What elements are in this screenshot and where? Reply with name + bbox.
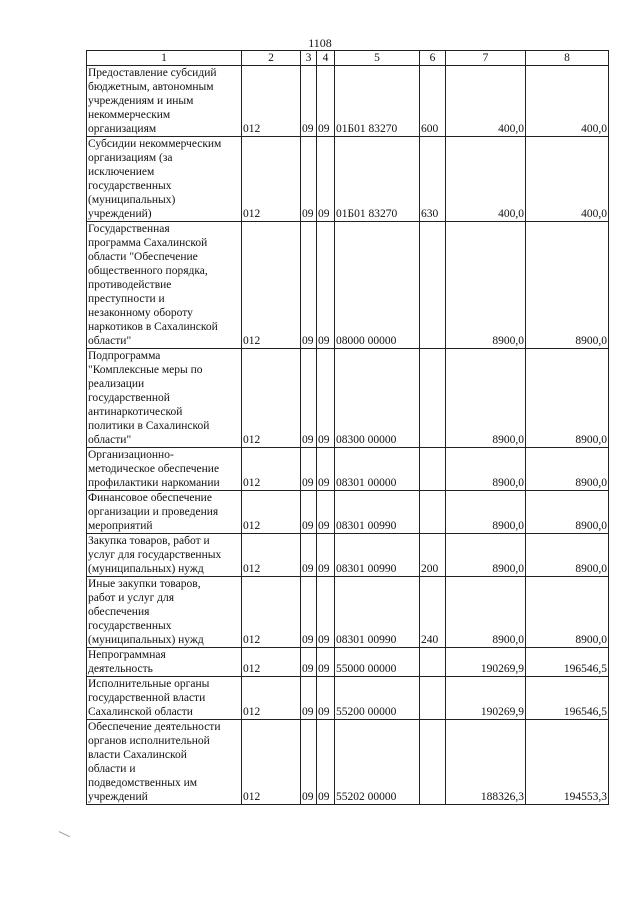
row-section: 09 bbox=[301, 222, 317, 349]
row-subsection: 09 bbox=[317, 222, 335, 349]
row-name bbox=[87, 534, 242, 577]
row-name-line: Субсидии некоммерческим bbox=[88, 138, 222, 150]
row-expense-type bbox=[420, 648, 446, 677]
header-col-1: 1 bbox=[87, 51, 242, 66]
row-subsection: 09 bbox=[317, 720, 335, 805]
row-name-line: работ и услуг для bbox=[88, 592, 175, 604]
row-expense-type: 630 bbox=[420, 137, 446, 222]
row-name-line: Иные закупки товаров, bbox=[88, 578, 201, 590]
row-grbs: 012 bbox=[242, 648, 301, 677]
row-name-line: Государственная bbox=[88, 223, 170, 235]
row-expense-type bbox=[420, 222, 446, 349]
row-amount-2: 194553,3 bbox=[526, 720, 609, 805]
row-name bbox=[87, 66, 242, 137]
row-name-line: Обеспечение деятельности bbox=[88, 721, 221, 733]
row-target-article: 55202 00000 bbox=[335, 720, 420, 805]
row-expense-type bbox=[420, 448, 446, 491]
table-row bbox=[87, 448, 609, 491]
row-name-line: организации и проведения bbox=[88, 506, 219, 518]
row-name-line: организациям bbox=[88, 123, 157, 135]
header-col-3: 3 bbox=[301, 51, 317, 66]
table-row bbox=[87, 648, 609, 677]
row-section: 09 bbox=[301, 66, 317, 137]
row-subsection: 09 bbox=[317, 448, 335, 491]
row-name bbox=[87, 137, 242, 222]
row-name-line: услуг для государственных bbox=[88, 549, 222, 561]
row-name-line: учреждений bbox=[88, 791, 148, 803]
row-name-line: Непрограммная bbox=[88, 649, 166, 661]
row-subsection: 09 bbox=[317, 491, 335, 534]
row-name-line: деятельность bbox=[88, 663, 153, 675]
row-amount-1: 190269,9 bbox=[446, 677, 526, 720]
table-row bbox=[87, 577, 609, 648]
row-section: 09 bbox=[301, 577, 317, 648]
row-expense-type: 600 bbox=[420, 66, 446, 137]
margin-mark bbox=[59, 824, 74, 837]
header-col-7: 7 bbox=[446, 51, 526, 66]
row-name-line: государственных bbox=[88, 620, 172, 632]
table-row bbox=[87, 137, 609, 222]
table-row bbox=[87, 222, 609, 349]
row-amount-2: 8900,0 bbox=[526, 534, 609, 577]
row-name-line: бюджетным, автономным bbox=[88, 81, 214, 93]
row-amount-1: 8900,0 bbox=[446, 448, 526, 491]
row-section: 09 bbox=[301, 491, 317, 534]
row-grbs: 012 bbox=[242, 534, 301, 577]
row-subsection: 09 bbox=[317, 677, 335, 720]
row-name-line: преступности и bbox=[88, 293, 165, 305]
table-body bbox=[87, 51, 609, 805]
table-row bbox=[87, 534, 609, 577]
row-name-line: Сахалинской области bbox=[88, 706, 193, 718]
row-name bbox=[87, 648, 242, 677]
row-target-article: 08301 00990 bbox=[335, 491, 420, 534]
row-name-line: области "Обеспечение bbox=[88, 251, 198, 263]
row-amount-2: 8900,0 bbox=[526, 222, 609, 349]
row-amount-1: 400,0 bbox=[446, 66, 526, 137]
row-name-line: Организационно- bbox=[88, 449, 174, 461]
row-amount-1: 8900,0 bbox=[446, 491, 526, 534]
row-name-line: области" bbox=[88, 335, 132, 347]
row-subsection: 09 bbox=[317, 137, 335, 222]
row-amount-2: 8900,0 bbox=[526, 577, 609, 648]
row-grbs: 012 bbox=[242, 222, 301, 349]
row-target-article: 08000 00000 bbox=[335, 222, 420, 349]
row-section: 09 bbox=[301, 448, 317, 491]
row-subsection: 09 bbox=[317, 534, 335, 577]
row-name-line: методическое обеспечение bbox=[88, 463, 220, 475]
row-amount-1: 400,0 bbox=[446, 137, 526, 222]
row-name-line: программа Сахалинской bbox=[88, 237, 208, 249]
header-row bbox=[87, 51, 609, 66]
row-name-line: обеспечения bbox=[88, 606, 150, 618]
row-name-line: политики в Сахалинской bbox=[88, 420, 210, 432]
row-grbs: 012 bbox=[242, 577, 301, 648]
row-name-line: "Комплексные меры по bbox=[88, 364, 203, 376]
table-row bbox=[87, 677, 609, 720]
row-name bbox=[87, 349, 242, 448]
row-name-line: общественного порядка, bbox=[88, 265, 208, 277]
row-section: 09 bbox=[301, 720, 317, 805]
row-section: 09 bbox=[301, 648, 317, 677]
row-amount-1: 190269,9 bbox=[446, 648, 526, 677]
table-row bbox=[87, 66, 609, 137]
row-name-line: Предоставление субсидий bbox=[88, 67, 217, 79]
row-expense-type bbox=[420, 491, 446, 534]
row-name-line: (муниципальных) нужд bbox=[88, 634, 204, 646]
row-amount-2: 8900,0 bbox=[526, 349, 609, 448]
row-target-article: 08301 00990 bbox=[335, 534, 420, 577]
row-name-line: некоммерческим bbox=[88, 109, 171, 121]
row-name-line: власти Сахалинской bbox=[88, 749, 187, 761]
row-amount-2: 400,0 bbox=[526, 137, 609, 222]
row-name-line: органов исполнительной bbox=[88, 735, 210, 747]
row-section: 09 bbox=[301, 137, 317, 222]
header-col-6: 6 bbox=[420, 51, 446, 66]
row-amount-2: 196546,5 bbox=[526, 677, 609, 720]
row-expense-type bbox=[420, 720, 446, 805]
row-amount-1: 8900,0 bbox=[446, 534, 526, 577]
row-amount-1: 8900,0 bbox=[446, 577, 526, 648]
row-grbs: 012 bbox=[242, 677, 301, 720]
row-name-line: подведомственных им bbox=[88, 777, 198, 789]
table-row bbox=[87, 349, 609, 448]
header-col-2: 2 bbox=[242, 51, 301, 66]
row-name-line: организациям (за bbox=[88, 152, 173, 164]
row-name bbox=[87, 448, 242, 491]
row-subsection: 09 bbox=[317, 349, 335, 448]
row-target-article: 08301 00990 bbox=[335, 577, 420, 648]
row-name bbox=[87, 577, 242, 648]
row-expense-type: 200 bbox=[420, 534, 446, 577]
row-name-line: области и bbox=[88, 763, 136, 775]
header-col-8: 8 bbox=[526, 51, 609, 66]
row-name bbox=[87, 720, 242, 805]
page-number: 1108 bbox=[308, 36, 332, 50]
row-name-line: области" bbox=[88, 434, 132, 446]
row-grbs: 012 bbox=[242, 720, 301, 805]
row-name-line: мероприятий bbox=[88, 520, 153, 532]
row-section: 09 bbox=[301, 534, 317, 577]
row-target-article: 01Б01 83270 bbox=[335, 66, 420, 137]
header-col-4: 4 bbox=[317, 51, 335, 66]
row-grbs: 012 bbox=[242, 448, 301, 491]
row-expense-type bbox=[420, 349, 446, 448]
row-amount-2: 196546,5 bbox=[526, 648, 609, 677]
row-amount-2: 400,0 bbox=[526, 66, 609, 137]
row-name-line: Закупка товаров, работ и bbox=[88, 535, 210, 547]
row-amount-1: 188326,3 bbox=[446, 720, 526, 805]
row-amount-1: 8900,0 bbox=[446, 222, 526, 349]
header-col-5: 5 bbox=[335, 51, 420, 66]
row-section: 09 bbox=[301, 677, 317, 720]
row-target-article: 08300 00000 bbox=[335, 349, 420, 448]
row-target-article: 08301 00000 bbox=[335, 448, 420, 491]
row-expense-type bbox=[420, 677, 446, 720]
row-name bbox=[87, 677, 242, 720]
row-name-line: незаконному обороту bbox=[88, 307, 193, 319]
row-name-line: Финансовое обеспечение bbox=[88, 492, 212, 504]
row-name-line: антинаркотической bbox=[88, 406, 183, 418]
row-name-line: государственных bbox=[88, 180, 172, 192]
row-subsection: 09 bbox=[317, 648, 335, 677]
row-name-line: учреждений) bbox=[88, 208, 152, 220]
row-name-line: учреждениям и иным bbox=[88, 95, 194, 107]
table-row bbox=[87, 491, 609, 534]
table-row bbox=[87, 720, 609, 805]
row-name bbox=[87, 222, 242, 349]
row-name-line: наркотиков в Сахалинской bbox=[88, 321, 218, 333]
row-name bbox=[87, 491, 242, 534]
row-name-line: Подпрограмма bbox=[88, 350, 161, 362]
row-target-article: 55200 00000 bbox=[335, 677, 420, 720]
row-name-line: профилактики наркомании bbox=[88, 477, 220, 489]
row-amount-2: 8900,0 bbox=[526, 448, 609, 491]
row-expense-type: 240 bbox=[420, 577, 446, 648]
row-grbs: 012 bbox=[242, 349, 301, 448]
row-amount-2: 8900,0 bbox=[526, 491, 609, 534]
row-subsection: 09 bbox=[317, 66, 335, 137]
row-grbs: 012 bbox=[242, 491, 301, 534]
budget-table bbox=[86, 50, 609, 805]
row-grbs: 012 bbox=[242, 137, 301, 222]
row-target-article: 55000 00000 bbox=[335, 648, 420, 677]
row-name-line: государственной власти bbox=[88, 692, 206, 704]
row-name-line: государственной bbox=[88, 392, 170, 404]
row-name-line: исключением bbox=[88, 166, 155, 178]
row-name-line: (муниципальных) нужд bbox=[88, 563, 204, 575]
row-name-line: реализации bbox=[88, 378, 145, 390]
row-subsection: 09 bbox=[317, 577, 335, 648]
row-amount-1: 8900,0 bbox=[446, 349, 526, 448]
row-name-line: Исполнительные органы bbox=[88, 678, 210, 690]
row-grbs: 012 bbox=[242, 66, 301, 137]
row-name-line: (муниципальных) bbox=[88, 194, 176, 206]
row-section: 09 bbox=[301, 349, 317, 448]
row-target-article: 01Б01 83270 bbox=[335, 137, 420, 222]
row-name-line: противодействие bbox=[88, 279, 172, 291]
